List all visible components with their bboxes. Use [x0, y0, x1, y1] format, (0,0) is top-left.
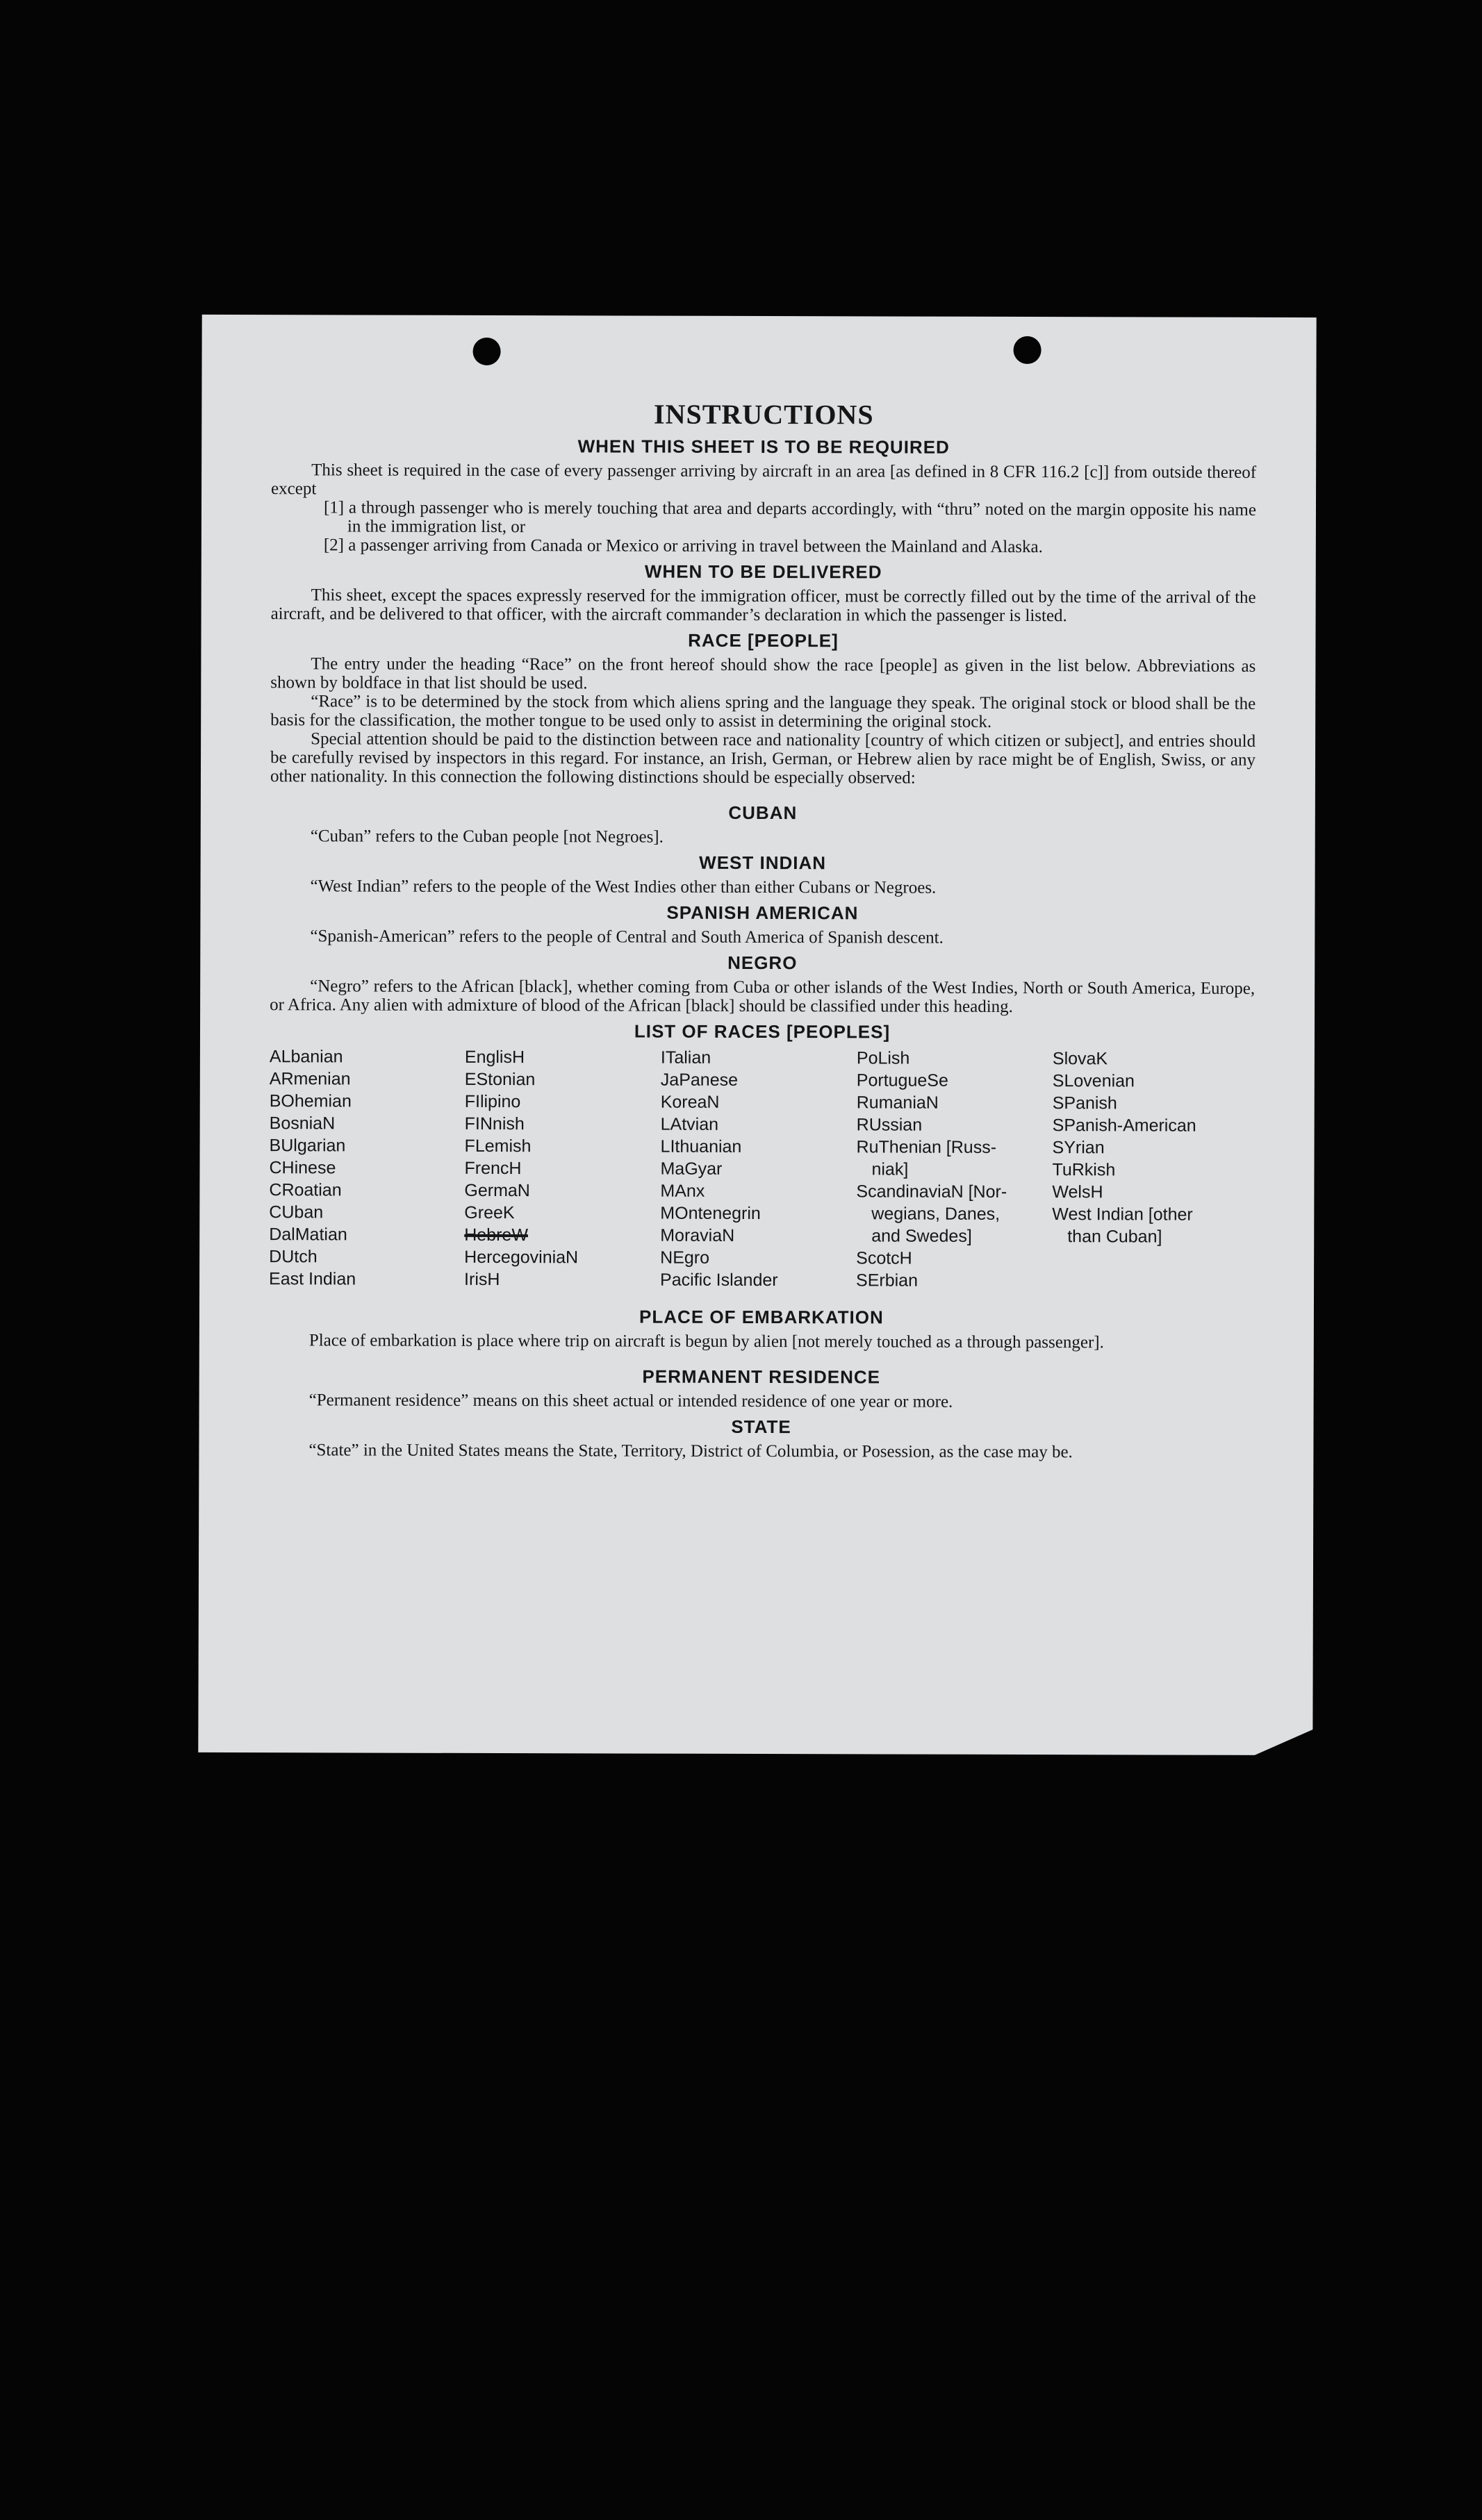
section-heading-embarkation: PLACE OF EMBARKATION [639, 1306, 884, 1328]
races-column-4 [856, 1047, 1053, 1292]
list-item: EStonian [464, 1069, 536, 1090]
list-item: HercegovinіaN [464, 1247, 579, 1268]
list-item: BosniaN [269, 1113, 336, 1134]
list-item-struck: HebreW [464, 1225, 528, 1245]
list-item: CHinese [269, 1158, 336, 1178]
list-item: GreeK [464, 1202, 515, 1223]
section-heading-residence: PERMANENT RESIDENCE [642, 1366, 881, 1388]
list-item: EnglisH [464, 1047, 525, 1068]
paragraph-residence: “Permanent residence” means on this sheet actual or intended residence of one year or more. [308, 1391, 953, 1411]
list-item: West Indian [other [1052, 1204, 1193, 1225]
punch-hole [1014, 336, 1041, 364]
document-title: INSTRUCTIONS [654, 398, 874, 431]
list-item: than Cuban] [1067, 1227, 1162, 1247]
list-item: LAtvian [660, 1114, 719, 1134]
list-item: MoraviaN [660, 1225, 735, 1245]
list-item: RumaniaN [856, 1093, 939, 1113]
paragraph-race-2: “Race” is to be determined by the stock from which aliens spring and the language they speak. The original stock or blood shall be the basis for the classification, the mother tongue to be used only to assist in determining the original stock. [270, 692, 1256, 731]
list-item: TuRkish [1052, 1160, 1116, 1180]
document-sheet [198, 315, 1316, 1755]
section-heading-delivered: WHEN TO BE DELIVERED [644, 561, 882, 583]
list-item: niak] [871, 1159, 909, 1179]
list-item: and Swedes] [871, 1226, 972, 1246]
list-item: SlovaK [1052, 1049, 1108, 1069]
paragraph-delivered: This sheet, except the spaces expressly reserved for the immigration officer, must be correctly filled out by the time of the arrival of the aircraft, and be delivered to that officer, with the aircraft commander’s declaration in which the passenger is listed. [270, 586, 1256, 626]
list-item: WelsH [1052, 1182, 1103, 1202]
section-heading-state: STATE [731, 1416, 791, 1438]
list-item: Pacific Islander [660, 1270, 778, 1291]
list-item: JaPanese [660, 1070, 739, 1090]
list-item: ScandinaviaN [Nor- [856, 1182, 1007, 1202]
section-heading-west-indian: WEST INDIAN [699, 852, 827, 874]
folded-corner [1251, 1729, 1314, 1757]
list-item: RuThenian [Russ- [856, 1137, 997, 1157]
list-item: MAnx [660, 1181, 705, 1201]
list-item: ITalian [660, 1047, 711, 1068]
section-heading-list: LIST OF RACES [PEOPLES] [634, 1020, 891, 1043]
races-column-5 [1052, 1047, 1249, 1293]
list-item: ARmenian [269, 1069, 351, 1089]
list-item: BUlgarian [269, 1136, 346, 1156]
races-list [269, 1045, 1255, 1293]
punch-hole [473, 338, 501, 365]
paragraph-spanish-american: “Spanish-American” refers to the people of Central and South America of Spanish descent. [310, 927, 944, 947]
races-column-2 [464, 1046, 661, 1291]
list-item: SPanish [1052, 1093, 1117, 1113]
section-heading-required: WHEN THIS SHEET IS TO BE REQUIRED [577, 436, 950, 458]
list-item: IrisH [464, 1269, 500, 1290]
list-item: wegians, Danes, [871, 1204, 1001, 1224]
paragraph-required: This sheet is required in the case of every passenger arriving by aircraft in an area [as defined in 8 CFR 116.2 [c]] from outside thereof except [271, 461, 1257, 499]
required-item-2: [2] a passenger arriving from Canada or Mexico or arriving in travel between the Mainland and Alaska. [323, 536, 1043, 557]
list-item: SYrian [1052, 1138, 1105, 1158]
list-item: MOntenegrin [660, 1203, 761, 1224]
list-item: FIlipino [464, 1091, 521, 1112]
paragraph-embarkation: Place of embarkation is place where trip on aircraft is begun by alien [not merely touched as a through passenger]. [308, 1331, 1104, 1352]
list-item: CRoatian [269, 1180, 342, 1200]
list-item: BOhemian [269, 1091, 352, 1111]
list-item: CUban [269, 1202, 324, 1222]
paragraph-race-1: The entry under the heading “Race” on the front hereof should show the race [people] as given in the list below. Abbreviations as shown by boldface in that list should be used. [270, 654, 1256, 693]
list-item: DalMatian [269, 1225, 347, 1245]
races-column-1 [269, 1045, 465, 1291]
paragraph-west-indian: “West Indian” refers to the people of the West Indies other than either Cubans or Negroes. [310, 877, 937, 897]
list-item: SPanish-American [1052, 1116, 1196, 1136]
list-item: ScotcH [856, 1248, 912, 1268]
list-item: LIthuanian [660, 1136, 742, 1157]
list-item: PortugueSe [856, 1070, 948, 1091]
list-item: FINnish [464, 1113, 525, 1134]
list-item: GermaN [464, 1180, 530, 1201]
paragraph-cuban: “Cuban” refers to the Cuban people [not Negroes]. [310, 827, 664, 847]
list-item: PoLish [856, 1048, 910, 1068]
section-heading-spanish-american: SPANISH AMERICAN [666, 902, 859, 924]
section-heading-race: RACE [PEOPLE] [688, 629, 839, 652]
list-item: RUssian [856, 1115, 923, 1135]
paragraph-race-3: Special attention should be paid to the distinction between race and nationality [country of which citizen or subject], and entries should be carefully revised by inspectors in this regard. For instance, an Irish, German, or Hebrew alien by race might be of English, Swiss, or any other nationality. In this connection the following distinctions should be especially observed: [270, 729, 1256, 788]
list-item: FLemish [464, 1136, 532, 1157]
paragraph-negro: “Negro” refers to the African [black], whether coming from Cuba or other islands of the West Indies, North or South America, Europe, or Africa. Any alien with admixture of blood of the African [black] should be classified under this heading. [270, 977, 1255, 1016]
list-item: KoreaN [660, 1092, 720, 1112]
section-heading-cuban: CUBAN [728, 802, 798, 824]
list-item: DUtch [269, 1247, 318, 1267]
list-item: FrencH [464, 1158, 522, 1179]
list-item: East Indian [269, 1269, 356, 1289]
list-item: ALbanian [269, 1047, 343, 1067]
section-heading-negro: NEGRO [727, 952, 798, 974]
list-item: SLovenian [1052, 1071, 1135, 1091]
paragraph-state: “State” in the United States means the State, Territory, District of Columbia, or Posession, as the case may be. [308, 1441, 1073, 1462]
list-item: NEgro [660, 1247, 710, 1268]
required-item-1: [1] a through passenger who is merely touching that area and departs accordingly, with “thru” noted on the margin opposite his name in the immigration list, or [323, 498, 1257, 537]
list-item: SErbian [856, 1270, 919, 1291]
list-item: MaGyar [660, 1159, 723, 1179]
races-column-3 [660, 1047, 857, 1292]
